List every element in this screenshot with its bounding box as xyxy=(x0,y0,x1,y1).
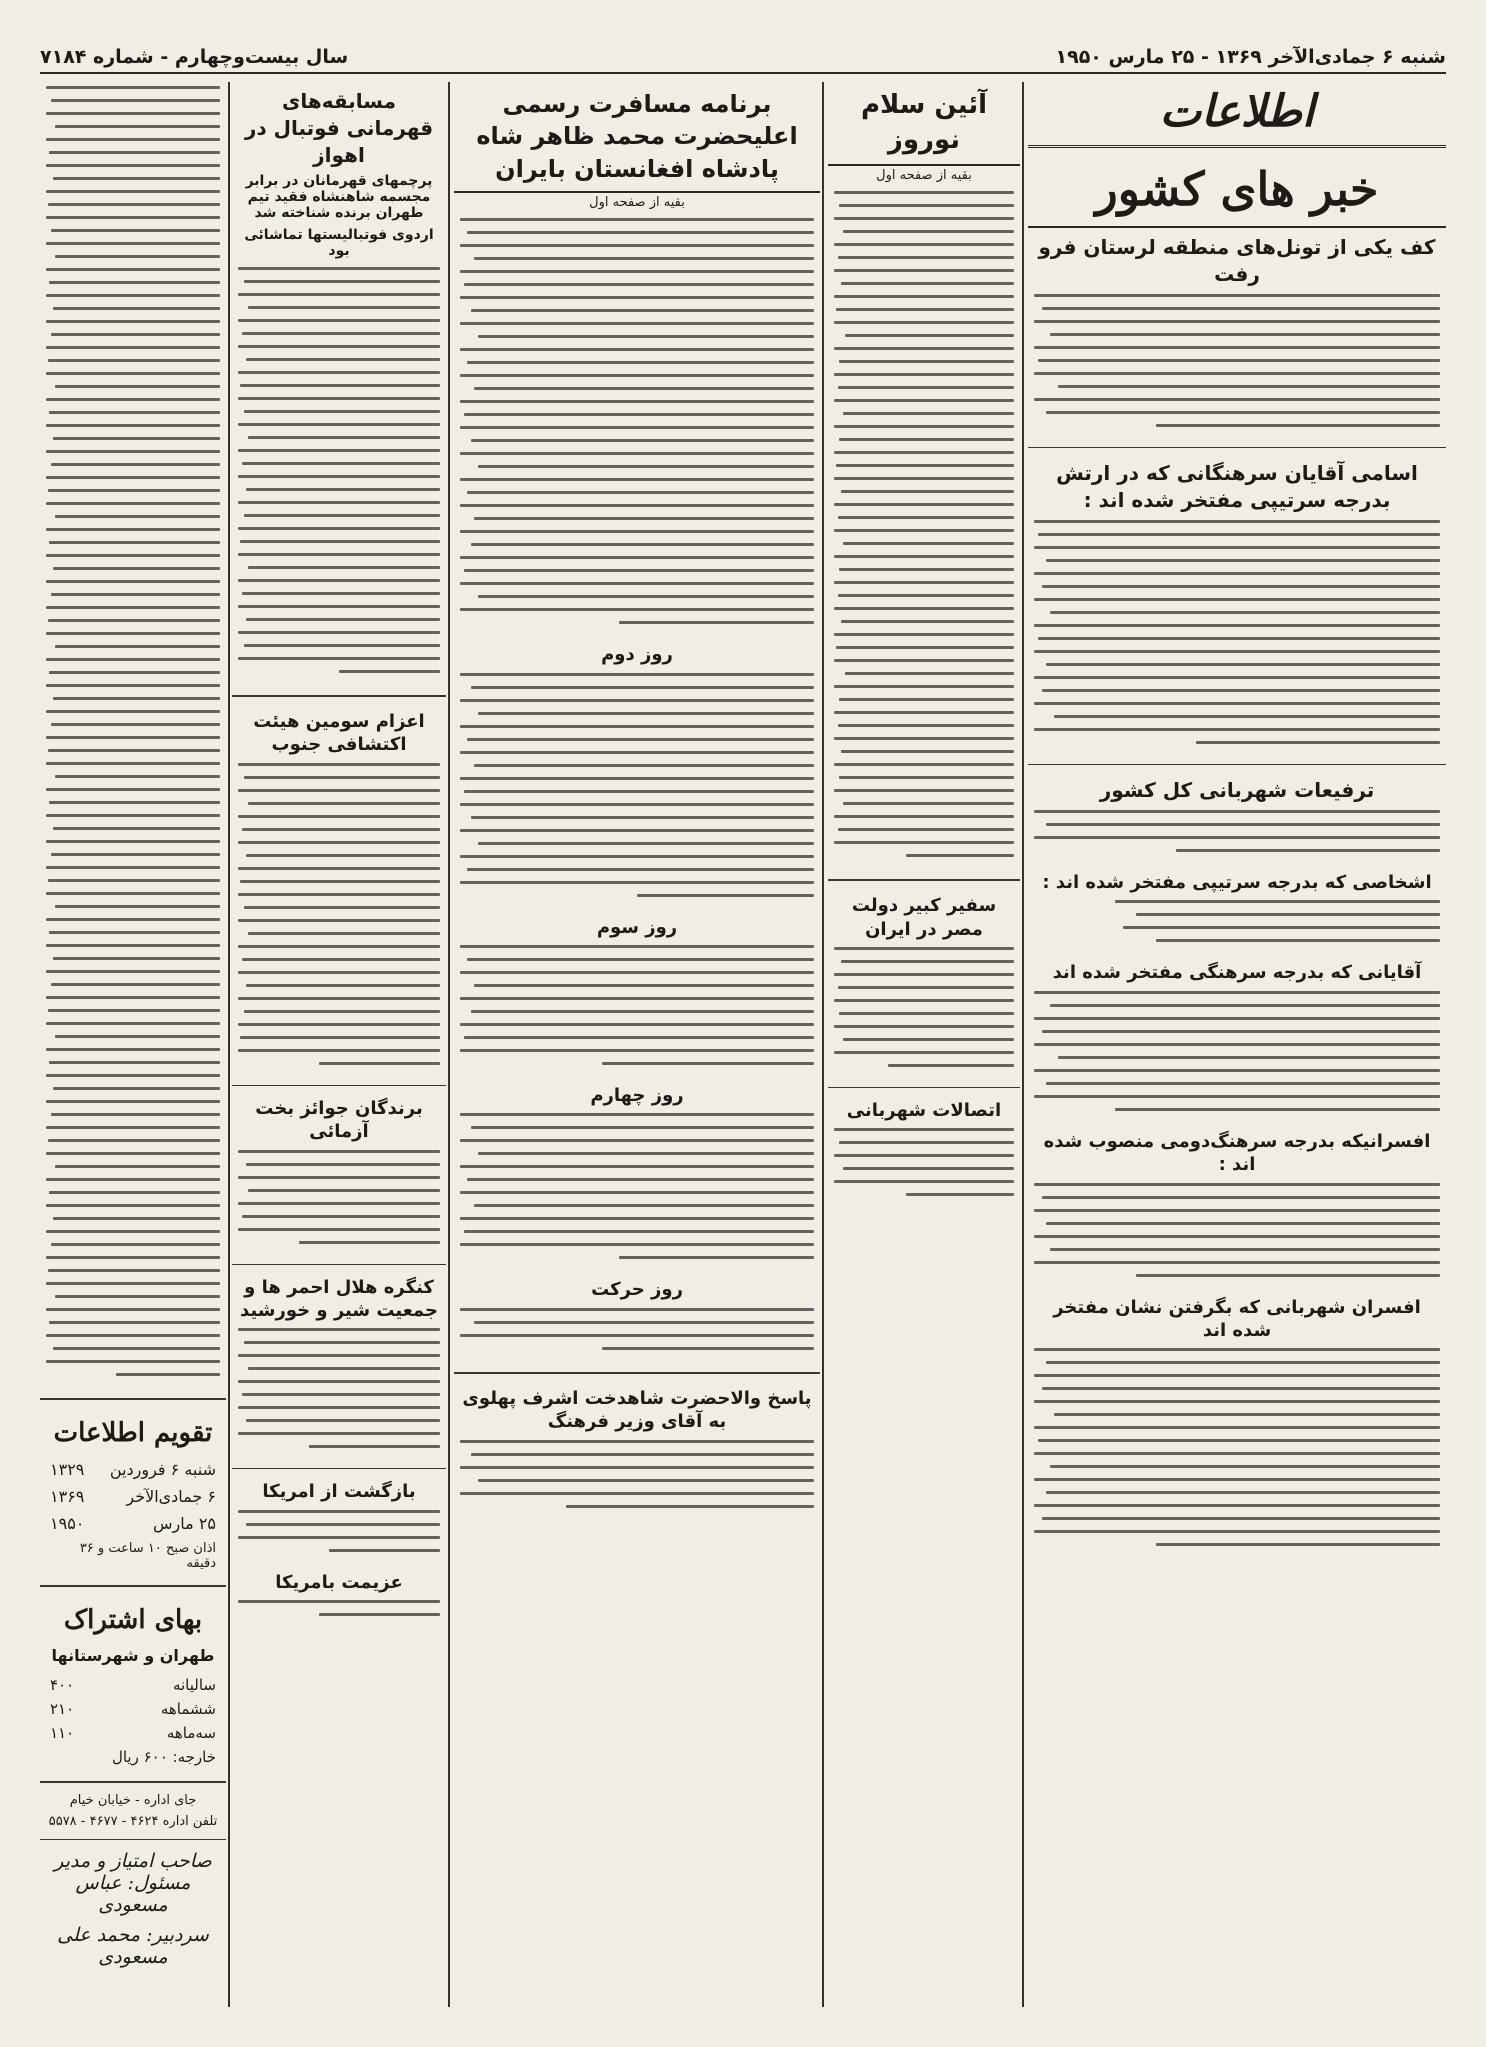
headline-medals: افسران شهربانی که بگرفتن نشان مفتخر شده اند xyxy=(1053,1296,1421,1341)
headline-reply: پاسخ والاحضرت شاهدخت اشرف پهلوی به آقای وزیر فرهنگ xyxy=(462,1387,812,1433)
column-national-news xyxy=(1028,82,1446,2007)
headline-afghan-visit: برنامه مسافرت رسمی اعلیحضرت محمد ظاهر شاه پادشاه افغانستان بایران xyxy=(454,82,820,193)
prayer-times xyxy=(50,1537,216,1575)
heading-day-4: روز چهارم xyxy=(590,1084,684,1106)
masthead: اطلاعات xyxy=(1028,82,1446,148)
article-body xyxy=(454,941,820,1079)
publisher-signature: صاحب امتیاز و مدیر مسئول: عباس مسعودی xyxy=(54,1849,212,1916)
price-value: ۱۱۰ xyxy=(50,1723,75,1742)
headline-football: مسابقه‌های قهرمانی فوتبال در اهواز xyxy=(244,89,434,167)
subheadline-football-2: اردوی فوتبالیستها تماشائی بود xyxy=(244,227,434,259)
subscription-title: بهای اشتراک xyxy=(63,1605,203,1635)
price-value: ۲۱۰ xyxy=(50,1699,75,1718)
article-body xyxy=(1028,1179,1446,1291)
price-label: ششماهه xyxy=(160,1699,216,1718)
issue-number: سال بیست‌وچهارم - شماره ۷۱۸۴ xyxy=(40,46,349,68)
article-body xyxy=(40,82,226,1390)
headline-expedition: اعزام سومین هیئت اکتشافی جنوب xyxy=(253,711,425,756)
subscription-prices xyxy=(40,1669,226,1773)
continued-note: بقیه از صفحه اول xyxy=(589,195,685,211)
column-afghan-visit xyxy=(454,82,820,2007)
article-body xyxy=(1028,806,1446,866)
date-text: شنبه ۶ جمادی‌الآخر ۱۳۶۹ - ۲۵ مارس ۱۹۵۰ xyxy=(1055,46,1446,68)
article-body xyxy=(232,1146,446,1258)
office-phone: تلفن اداره ۴۶۲۴ - ۴۶۷۷ - ۵۵۷۸ xyxy=(48,1813,218,1829)
headline-special: اشخاصی که بدرجه سرتیپی مفتخر شده اند : xyxy=(1042,872,1432,893)
price-value: ۴۰۰ xyxy=(50,1675,75,1694)
calendar-label: شنبه ۶ فروردین xyxy=(109,1460,216,1479)
subscription-subtitle: طهران و شهرستانها xyxy=(51,1646,215,1665)
headline-redlion: کنگره هلال احمر ها و جمعیت شیر و خورشید xyxy=(240,1276,438,1321)
calendar-row xyxy=(50,1483,216,1510)
price-foreign-text: خارجه: ۶۰۰ ریال xyxy=(111,1747,216,1766)
column-football xyxy=(232,82,446,2007)
article-body xyxy=(232,1506,446,1566)
article-body xyxy=(454,214,820,638)
price-foreign xyxy=(50,1745,216,1769)
article-body xyxy=(1028,896,1446,956)
price-row xyxy=(50,1673,216,1697)
article-body xyxy=(232,1596,446,1630)
heading-departure-day: روز حرکت xyxy=(591,1279,683,1301)
column-nowruz xyxy=(828,82,1020,2007)
headline-promotions: اسامی آقایان سرهنگانی که در ارتش بدرجه سرتیپی مفتخر شده اند : xyxy=(1056,461,1418,512)
headline-colonel: آقایانی که بدرجه سرهنگی مفتخر شده اند xyxy=(1052,962,1422,984)
article-body xyxy=(1028,1344,1446,1560)
article-body xyxy=(232,759,446,1079)
calendar-value: ۱۳۶۹ xyxy=(50,1487,85,1506)
article-body xyxy=(232,263,446,687)
calendar-label: ۶ جمادی‌الآخر xyxy=(126,1487,216,1506)
prayer-text: اذان صبح ۱۰ ساعت و ۳۶ دقیقه xyxy=(79,1541,216,1571)
headline-departure: عزیمت بامریکا xyxy=(275,1571,403,1593)
calendar-title: تقویم اطلاعات xyxy=(53,1418,213,1448)
price-label: سه‌ماهه xyxy=(166,1723,216,1742)
editor-signature: سردبیر: محمد علی مسعودی xyxy=(57,1923,209,1968)
office-address: جای اداره - خیابان خیام xyxy=(69,1792,197,1808)
article-body xyxy=(454,1109,820,1273)
article-body xyxy=(828,943,1020,1081)
headline-tunnel: کف یکی از تونل‌های منطقه لرستان فرو رفت xyxy=(1038,235,1436,286)
article-body xyxy=(454,1304,820,1364)
article-body xyxy=(454,1436,820,1522)
headline-return: بازگشت از امریکا xyxy=(262,1481,416,1503)
calendar-row xyxy=(50,1456,216,1483)
calendar-table xyxy=(40,1454,226,1577)
article-body xyxy=(1028,516,1446,758)
dateline xyxy=(40,42,1446,74)
article-body xyxy=(232,1324,446,1462)
headline-police: ترفیعات شهربانی کل کشور xyxy=(1099,778,1375,802)
column-info xyxy=(40,82,226,2007)
headline-nowruz: آئین سلام نوروز xyxy=(828,82,1020,166)
headline-egypt: سفیر کبیر دولت مصر در ایران xyxy=(851,895,997,940)
headline-police-contact: اتصالات شهربانی xyxy=(846,1099,1002,1121)
continued-note: بقیه از صفحه اول xyxy=(876,168,972,184)
headline-lieutenant: افسرانیکه بدرجه سرهنگ‌دومی منصوب شده اند : xyxy=(1043,1130,1431,1176)
price-row xyxy=(50,1697,216,1721)
heading-day-3: روز سوم xyxy=(596,916,678,938)
calendar-row xyxy=(50,1510,216,1537)
article-body xyxy=(454,669,820,911)
price-label: سالیانه xyxy=(172,1675,216,1694)
calendar-value: ۱۳۲۹ xyxy=(50,1460,85,1479)
article-body xyxy=(828,187,1020,871)
price-row xyxy=(50,1721,216,1745)
calendar-value: ۱۹۵۰ xyxy=(50,1514,85,1533)
heading-day-2: روز دوم xyxy=(601,644,673,666)
subheadline-football: پرچمهای قهرمانان در برابر مجسمه شاهنشاه فقید تیم طهران برنده شناخته شد xyxy=(245,173,433,221)
article-body xyxy=(1028,987,1446,1125)
headline-lottery: برندگان جوائز بخت آزمائی xyxy=(255,1097,423,1143)
calendar-label: ۲۵ مارس xyxy=(153,1514,216,1533)
article-body xyxy=(828,1124,1020,1210)
section-title: خبر های کشور xyxy=(1028,148,1446,228)
article-body xyxy=(1028,290,1446,441)
